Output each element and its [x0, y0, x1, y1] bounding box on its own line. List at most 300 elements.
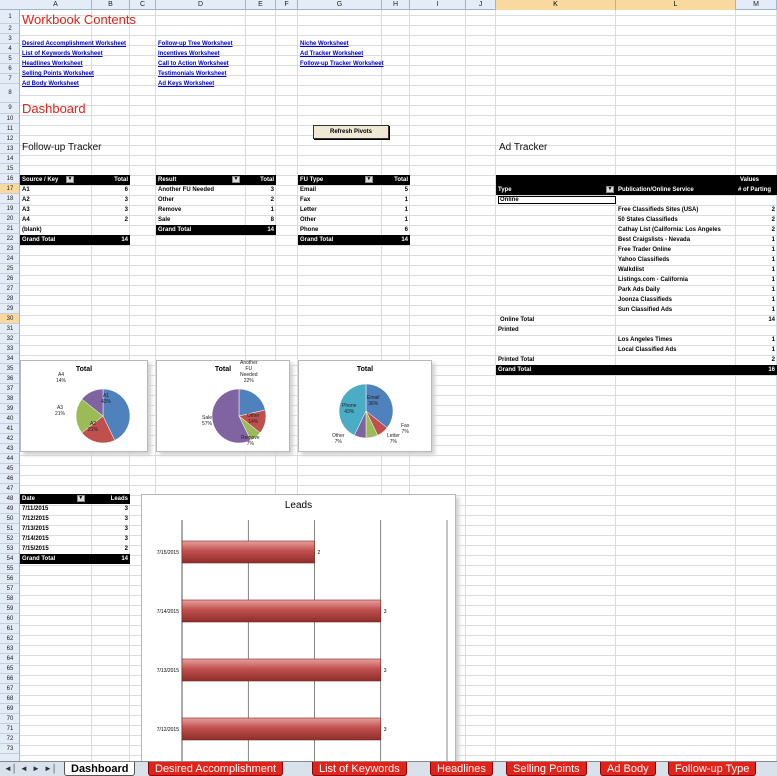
row-header-7[interactable]: 7 — [0, 74, 20, 84]
row-header-49[interactable]: 49 — [0, 504, 20, 514]
pivot-row[interactable] — [298, 185, 410, 195]
row-header-28[interactable]: 28 — [0, 294, 20, 304]
worksheet-link[interactable]: Ad Tracker Worksheet — [300, 51, 364, 57]
row-header-17[interactable]: 17 — [0, 184, 20, 194]
bar-7/14/2015[interactable] — [182, 600, 381, 622]
sheet-tab-desired-accomplishment[interactable]: Desired Accomplishment — [148, 762, 283, 776]
pivot-row[interactable] — [298, 215, 410, 225]
ad-tracker-heading: Ad Tracker — [499, 142, 548, 153]
ad-header-row — [496, 185, 777, 195]
ad-postings-count: 1 — [771, 307, 775, 313]
column-header-g[interactable]: G — [298, 0, 382, 10]
row-header-52[interactable]: 52 — [0, 534, 20, 544]
row-header-73[interactable]: 73 — [0, 744, 20, 754]
pivot-row-label: A1 — [22, 187, 30, 193]
row-header-21[interactable]: 21 — [0, 224, 20, 234]
worksheet-link[interactable]: Follow-up Tree Worksheet — [158, 41, 233, 47]
row-header-34[interactable]: 34 — [0, 354, 20, 364]
ad-publication-name: Sun Classified Ads — [618, 307, 673, 313]
pivot-grand-total-row — [156, 225, 276, 235]
filter-dropdown-icon[interactable]: ▼ — [78, 494, 84, 501]
pivot-row-value: 3 — [124, 536, 128, 542]
last-sheet-arrow-icon[interactable]: ►│ — [44, 764, 57, 773]
row-header-64[interactable]: 64 — [0, 654, 20, 664]
pivot-row-label: 7/15/2015 — [22, 546, 49, 552]
prev-sheet-arrow-icon[interactable]: ◄ — [20, 764, 28, 773]
pivot-row[interactable] — [156, 185, 276, 195]
pivot-row-label: Letter — [300, 207, 317, 213]
row-header-16[interactable]: 16 — [0, 174, 20, 184]
pivot-row[interactable] — [20, 534, 130, 544]
row-header-19[interactable]: 19 — [0, 204, 20, 214]
pivot-header-label: Result — [158, 177, 179, 183]
ad-printed-item[interactable] — [496, 335, 777, 345]
pivot-row[interactable] — [298, 225, 410, 235]
ad-postings-count: 1 — [771, 347, 775, 353]
pivot-row[interactable] — [298, 195, 410, 205]
pivot-total-label: Grand Total — [22, 237, 56, 243]
pivot-header-row — [298, 175, 410, 185]
row-header-48[interactable]: 48 — [0, 494, 20, 504]
pie-chart-title: Total — [75, 366, 93, 373]
ad-grand-total-value: 16 — [768, 367, 775, 373]
row-header-50[interactable]: 50 — [0, 514, 20, 524]
ad-postings-count: 2 — [771, 217, 775, 223]
pie-data-label: A1 43% — [101, 393, 112, 405]
row-header-6[interactable]: 6 — [0, 64, 20, 74]
sheet-tab-headlines[interactable]: Headlines — [430, 762, 493, 776]
row-header-4[interactable]: 4 — [0, 44, 20, 54]
pivot-total-label: Grand Total — [158, 227, 192, 233]
row-header-bar — [0, 10, 20, 761]
column-header-d[interactable]: D — [156, 0, 246, 10]
pivot-header-value: Total — [394, 177, 408, 183]
column-header-b[interactable]: B — [92, 0, 130, 10]
pivot-row-label: 7/13/2015 — [22, 526, 49, 532]
pivot-row-label: Another FU Needed — [158, 187, 215, 193]
row-header-30[interactable]: 30 — [0, 314, 20, 324]
row-header-22[interactable]: 22 — [0, 234, 20, 244]
ad-postings-count: 1 — [771, 297, 775, 303]
pivot-row[interactable] — [20, 544, 130, 554]
pivot-row-label: A4 — [22, 217, 30, 223]
row-header-57[interactable]: 57 — [0, 584, 20, 594]
pivot-row-label: Remove — [158, 207, 182, 213]
category-tick-label: 7/13/2015 — [156, 668, 179, 674]
pivot-row-label: A2 — [22, 197, 30, 203]
sheet-tab-follow-up-type[interactable]: Follow-up Type — [668, 762, 756, 776]
pivot-row-value: 3 — [124, 506, 128, 512]
pie-data-label: Fax 7% — [401, 423, 410, 435]
ad-values-row — [496, 175, 777, 185]
pivot-row-value: 1 — [404, 197, 408, 203]
row-header-36[interactable]: 36 — [0, 374, 20, 384]
pivot-header-value: Total — [260, 177, 274, 183]
pivot-total-value: 14 — [121, 556, 128, 562]
ad-printed-total-row — [496, 355, 777, 365]
pivot-row-value: 3 — [124, 516, 128, 522]
pivot-row-label: Other — [158, 197, 175, 203]
row-header-25[interactable]: 25 — [0, 264, 20, 274]
ad-printed-label: Printed — [498, 327, 519, 333]
ad-publication-name: Free Classifieds Sites (USA) — [618, 207, 699, 213]
row-header-66[interactable]: 66 — [0, 674, 20, 684]
row-header-13[interactable]: 13 — [0, 144, 20, 154]
column-header-j[interactable]: J — [466, 0, 496, 10]
pie-data-label: Phone 43% — [342, 403, 357, 415]
pivot-row-value: 3 — [270, 187, 274, 193]
row-header-32[interactable]: 32 — [0, 334, 20, 344]
leads-bar-chart[interactable] — [141, 494, 456, 761]
ad-publication-name: Local Classified Ads — [618, 347, 677, 353]
row-header-67[interactable]: 67 — [0, 684, 20, 694]
pivot-row[interactable] — [20, 514, 130, 524]
pivot-header-label: FU Type — [300, 177, 325, 183]
pivot-row[interactable] — [20, 195, 130, 205]
row-header-20[interactable]: 20 — [0, 214, 20, 224]
ad-publication-name: 50 States Classifieds — [618, 217, 678, 223]
pivot-row[interactable] — [20, 185, 130, 195]
row-header-65[interactable]: 65 — [0, 664, 20, 674]
ad-postings-count: 1 — [771, 287, 775, 293]
ad-online-item[interactable] — [496, 225, 777, 235]
grid-column-line — [495, 0, 496, 761]
pivot-total-label: Grand Total — [22, 556, 56, 562]
ad-online-item[interactable] — [496, 245, 777, 255]
category-tick-label: 7/12/2015 — [156, 727, 179, 733]
ad-printed-total-label: Printed Total — [498, 357, 535, 363]
pivot-row-value: 1 — [404, 217, 408, 223]
ad-online-item[interactable] — [496, 275, 777, 285]
row-header-5[interactable]: 5 — [0, 54, 20, 64]
row-header-26[interactable]: 26 — [0, 274, 20, 284]
followup-tracker-heading: Follow-up Tracker — [22, 142, 102, 153]
row-header-45[interactable]: 45 — [0, 464, 20, 474]
column-header-m[interactable]: M — [736, 0, 777, 10]
bar-value-label: 3 — [383, 609, 387, 615]
pie-chart-plot — [299, 361, 433, 453]
leads-chart-title: Leads — [284, 500, 313, 511]
bar-value-label: 3 — [383, 668, 387, 674]
sheet-tab-ad-body[interactable]: Ad Body — [600, 762, 656, 776]
column-header-c[interactable]: C — [130, 0, 156, 10]
ad-postings-count: 1 — [771, 337, 775, 343]
pie-chart-fu-type[interactable] — [298, 360, 432, 452]
worksheet-link[interactable]: Ad Body Worksheet — [22, 81, 79, 87]
row-header-31[interactable]: 31 — [0, 324, 20, 334]
row-header-23[interactable]: 23 — [0, 244, 20, 254]
row-header-29[interactable]: 29 — [0, 304, 20, 314]
ad-online-item[interactable] — [496, 255, 777, 265]
pivot-row-value: 1 — [270, 207, 274, 213]
ad-publication-name: Walkdlist — [618, 267, 645, 273]
row-header-51[interactable]: 51 — [0, 524, 20, 534]
row-header-38[interactable]: 38 — [0, 394, 20, 404]
sheet-tab-dashboard[interactable]: Dashboard — [64, 762, 135, 776]
ad-printed-total-value: 2 — [771, 357, 775, 363]
pivot-total-label: Grand Total — [300, 237, 334, 243]
worksheet-link[interactable]: Selling Points Worksheet — [22, 71, 94, 77]
pivot-total-value: 14 — [267, 227, 274, 233]
ad-publication-name: Free Trader Online — [618, 247, 672, 253]
row-header-40[interactable]: 40 — [0, 414, 20, 424]
grid-column-line — [615, 0, 616, 761]
column-header-a[interactable]: A — [20, 0, 92, 10]
pie-chart-plot — [157, 361, 291, 453]
pivot-grand-total-row — [20, 554, 130, 564]
ad-online-item[interactable] — [496, 285, 777, 295]
row-header-60[interactable]: 60 — [0, 614, 20, 624]
column-header-l[interactable]: L — [616, 0, 736, 10]
bar-value-label: 2 — [317, 550, 321, 556]
pivot-total-value: 14 — [401, 237, 408, 243]
row-header-10[interactable]: 10 — [0, 114, 20, 124]
dashboard-heading: Dashboard — [22, 101, 86, 116]
filter-dropdown-icon[interactable]: ▼ — [233, 175, 239, 182]
sheet-tab-bar — [0, 761, 777, 776]
row-header-37[interactable]: 37 — [0, 384, 20, 394]
pivot-row[interactable] — [156, 195, 276, 205]
row-header-27[interactable]: 27 — [0, 284, 20, 294]
row-header-9[interactable]: 9 — [0, 103, 20, 114]
pivot-row-label: A3 — [22, 207, 30, 213]
ad-publication-name: Listings.com - California — [618, 277, 689, 283]
ad-publication-header: Publication/Online Service — [618, 187, 694, 193]
row-header-14[interactable]: 14 — [0, 154, 20, 164]
ad-grand-total-label: Grand Total — [498, 367, 532, 373]
pivot-total-value: 14 — [121, 237, 128, 243]
ad-printed-item[interactable] — [496, 345, 777, 355]
worksheet-link[interactable]: List of Keywords Worksheet — [22, 51, 103, 57]
pivot-row[interactable] — [156, 205, 276, 215]
pie-data-label: Another FU Needed 22% — [240, 360, 258, 384]
pivot-row-value: 2 — [124, 217, 128, 223]
row-header-39[interactable]: 39 — [0, 404, 20, 414]
pivot-grand-total-row — [298, 235, 410, 245]
ad-online-row[interactable] — [496, 195, 777, 205]
ad-postings-count: 1 — [771, 247, 775, 253]
workbook-contents-heading: Workbook Contents — [22, 12, 136, 27]
ad-publication-name: Joonza Classifieds — [618, 297, 673, 303]
ad-online-total-row — [496, 315, 777, 325]
column-header-h[interactable]: H — [382, 0, 410, 10]
pivot-row-value: 3 — [124, 197, 128, 203]
row-header-15[interactable]: 15 — [0, 164, 20, 174]
column-header-e[interactable]: E — [246, 0, 276, 10]
pie-chart-result[interactable] — [156, 360, 290, 452]
ad-postings-count: 2 — [771, 227, 775, 233]
pivot-header-value: Leads — [110, 496, 128, 502]
row-header-70[interactable]: 70 — [0, 714, 20, 724]
pivot-header-value: Total — [114, 177, 128, 183]
row-header-11[interactable]: 11 — [0, 124, 20, 134]
row-header-63[interactable]: 63 — [0, 644, 20, 654]
row-header-18[interactable]: 18 — [0, 194, 20, 204]
pivot-row[interactable] — [298, 205, 410, 215]
row-header-44[interactable]: 44 — [0, 454, 20, 464]
ad-online-item[interactable] — [496, 305, 777, 315]
pivot-row-value: 3 — [124, 207, 128, 213]
bar-7/15/2015[interactable] — [182, 541, 315, 563]
pivot-row-label: Phone — [300, 227, 319, 233]
ad-online-item[interactable] — [496, 205, 777, 215]
grid-column-line — [735, 0, 736, 761]
pivot-row-value: 1 — [404, 207, 408, 213]
pivot-row-label: 7/12/2015 — [22, 516, 49, 522]
worksheet-link[interactable]: Niche Worksheet — [300, 41, 349, 47]
row-header-55[interactable]: 55 — [0, 564, 20, 574]
row-header-8[interactable]: 8 — [0, 84, 20, 103]
bar-value-label: 3 — [383, 727, 387, 733]
pivot-header-row — [156, 175, 276, 185]
pivot-row-value: 2 — [124, 546, 128, 552]
ad-publication-name: Best Craigslists - Nevada — [618, 237, 691, 243]
ad-postings-count: 1 — [771, 267, 775, 273]
pie-data-label: Other 7% — [332, 433, 345, 445]
pie-data-label: Other 14% — [247, 413, 260, 425]
pivot-row[interactable] — [20, 215, 130, 225]
ad-postings-count: 1 — [771, 277, 775, 283]
row-header-2[interactable]: 2 — [0, 24, 20, 34]
pivot-row-label: (blank) — [22, 227, 42, 233]
ad-type-header: Type — [498, 187, 512, 193]
ad-online-item[interactable] — [496, 295, 777, 305]
bar-7/13/2015[interactable] — [182, 659, 381, 681]
pie-chart-source-key[interactable] — [20, 360, 148, 452]
worksheet-link[interactable]: Incentives Worksheet — [158, 51, 220, 57]
category-tick-label: 7/15/2015 — [156, 550, 179, 556]
filter-dropdown-icon[interactable]: ▼ — [67, 175, 73, 182]
pivot-row[interactable] — [20, 205, 130, 215]
row-header-12[interactable]: 12 — [0, 134, 20, 144]
row-header-33[interactable]: 33 — [0, 344, 20, 354]
ad-online-total-label: Online Total — [500, 317, 535, 323]
row-header-42[interactable]: 42 — [0, 434, 20, 444]
row-header-54[interactable]: 54 — [0, 554, 20, 564]
pivot-row-label: Email — [300, 187, 317, 193]
pie-data-label: A2 21% — [88, 421, 99, 433]
row-header-41[interactable]: 41 — [0, 424, 20, 434]
row-header-71[interactable]: 71 — [0, 724, 20, 734]
bar-7/12/2015[interactable] — [182, 718, 381, 740]
pivot-row[interactable] — [20, 504, 130, 514]
pie-data-label: Remove 7% — [241, 435, 260, 447]
ad-online-item[interactable] — [496, 215, 777, 225]
ad-printed-row[interactable] — [496, 325, 777, 335]
pie-data-label: Letter 7% — [387, 433, 400, 445]
row-header-62[interactable]: 62 — [0, 634, 20, 644]
pivot-row-value: 2 — [270, 197, 274, 203]
category-tick-label: 7/14/2015 — [156, 609, 179, 615]
pivot-row[interactable] — [20, 524, 130, 534]
pivot-row-label: Sale — [158, 217, 171, 223]
row-header-68[interactable]: 68 — [0, 694, 20, 704]
pie-chart-title: Total — [356, 366, 374, 373]
pivot-row-label: Fax — [300, 197, 311, 203]
row-header-35[interactable]: 35 — [0, 364, 20, 374]
column-header-k[interactable]: K — [496, 0, 616, 10]
row-header-61[interactable]: 61 — [0, 624, 20, 634]
pivot-row-value: 6 — [404, 227, 408, 233]
pie-data-label: A3 21% — [55, 405, 66, 417]
row-header-47[interactable]: 47 — [0, 484, 20, 494]
worksheet-link[interactable]: Follow-up Tracker Worksheet — [300, 61, 384, 67]
worksheet-link[interactable]: Desired Accomplishment Worksheet — [22, 41, 127, 47]
ad-grand-total-row — [496, 365, 777, 375]
pivot-grand-total-row — [20, 235, 130, 245]
leads-chart-plot — [142, 495, 457, 761]
row-header-72[interactable]: 72 — [0, 734, 20, 744]
pie-chart-title: Total — [214, 366, 232, 373]
worksheet-link[interactable]: Call to Action Worksheet — [158, 61, 229, 67]
pie-chart-plot — [21, 361, 149, 453]
worksheet-link[interactable]: Headlines Worksheet — [22, 61, 83, 67]
next-sheet-arrow-icon[interactable]: ► — [32, 764, 40, 773]
ad-publication-name: Los Angeles Times — [618, 337, 673, 343]
first-sheet-arrow-icon[interactable]: ◄│ — [4, 764, 17, 773]
ad-postings-count: 1 — [771, 257, 775, 263]
pie-data-label: Sale 57% — [202, 415, 213, 427]
row-header-58[interactable]: 58 — [0, 594, 20, 604]
row-header-1[interactable]: 1 — [0, 10, 20, 24]
row-header-53[interactable]: 53 — [0, 544, 20, 554]
row-header-56[interactable]: 56 — [0, 574, 20, 584]
ad-publication-name: Park Ads Daily — [618, 287, 660, 293]
row-header-69[interactable]: 69 — [0, 704, 20, 714]
ad-publication-name: Yahoo Classifieds — [618, 257, 670, 263]
pivot-row-value: 3 — [124, 526, 128, 532]
row-header-24[interactable]: 24 — [0, 254, 20, 264]
filter-dropdown-icon[interactable]: ▼ — [607, 186, 613, 192]
worksheet-link[interactable]: Ad Keys Worksheet — [158, 81, 215, 87]
pie-data-label: A4 14% — [56, 372, 67, 384]
pivot-row[interactable] — [20, 225, 130, 235]
column-header-f[interactable]: F — [276, 0, 298, 10]
pivot-row-value: 8 — [270, 217, 274, 223]
pivot-row-label: 7/11/2015 — [22, 506, 49, 512]
pivot-header-label: Date — [22, 496, 37, 502]
worksheet-link[interactable]: Testimonials Worksheet — [158, 71, 227, 77]
ad-online-item[interactable] — [496, 265, 777, 275]
row-header-43[interactable]: 43 — [0, 444, 20, 454]
pivot-row-value: 6 — [124, 187, 128, 193]
row-header-59[interactable]: 59 — [0, 604, 20, 614]
column-header-i[interactable]: I — [410, 0, 466, 10]
pivot-header-row — [20, 494, 130, 504]
ad-postings-count: 2 — [771, 207, 775, 213]
sheet-tab-selling-points[interactable]: Selling Points — [506, 762, 587, 776]
ad-publication-name: Cathay List (California: Los Angeles — [618, 227, 721, 233]
refresh-pivots-button[interactable]: Refresh Pivots — [313, 125, 389, 139]
filter-dropdown-icon[interactable]: ▼ — [366, 175, 372, 182]
sheet-tab-list-of-keywords[interactable]: List of Keywords — [312, 762, 407, 776]
pivot-row-label: Other — [300, 217, 317, 223]
pivot-row-label: 7/14/2015 — [22, 536, 49, 542]
row-header-46[interactable]: 46 — [0, 474, 20, 484]
ad-postings-header: # of Parting — [738, 187, 772, 193]
grid-column-line — [465, 0, 466, 761]
pivot-header-label: Source / Key — [22, 177, 61, 183]
row-header-3[interactable]: 3 — [0, 34, 20, 44]
column-header-bar — [0, 0, 777, 10]
ad-online-total-value: 14 — [768, 317, 775, 323]
pivot-header-row — [20, 175, 130, 185]
pivot-row[interactable] — [156, 215, 276, 225]
ad-online-item[interactable] — [496, 235, 777, 245]
ad-postings-count: 1 — [771, 237, 775, 243]
pivot-row-value: 5 — [404, 187, 408, 193]
ad-online-label: Online — [498, 196, 616, 204]
